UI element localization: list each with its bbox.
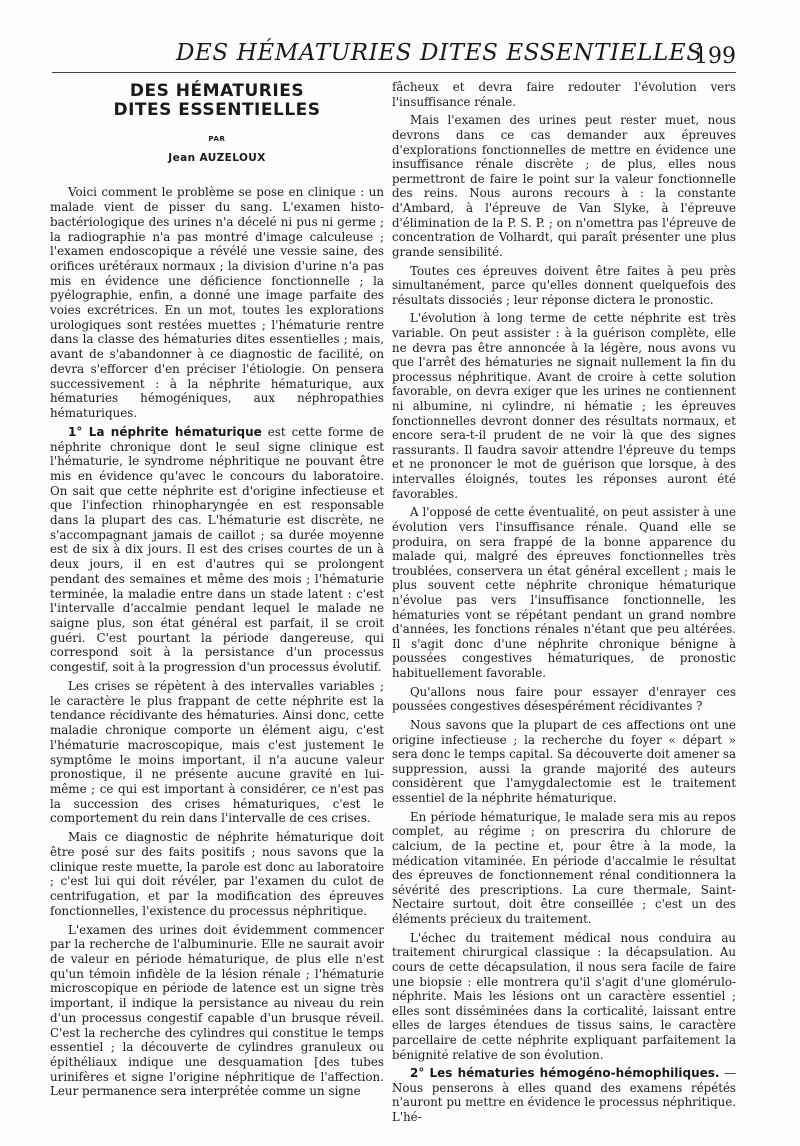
paragraph: Mais ce diagnostic de néphrite hématurique doit être posé sur des faits positifs ; nous savons que la clinique reste muette, la parole est donc au laboratoire ; c'est lui qui doit révéler, par l'examen du culot de centrifugation, et par la modification des épreuves fonctionnelles, l'existence du processus néphritique. [50,830,384,918]
paragraph: En période hématurique, le malade sera mis au repos complet, au régime ; on prescrira du chlorure de calcium, de la pectine et, pour être à la mode, la médication vitaminée. En période d'accalmie le résultat des épreuves de fonctionnement rénal conditionnera la sévérité des prescriptions. La cure thermale, Saint-Nectaire surtout, doit être conseillée ; c'est un des éléments précieux du traitement. [392,809,736,926]
paragraph-hematuries-hemogeniques [392,1066,736,1124]
author-name: Jean AUZELOUX [168,151,266,164]
paragraph: Qu'allons nous faire pour essayer d'enrayer ces poussées congestives désespérément récidivantes ? [392,684,736,714]
paragraph: L'échec du traitement médical nous conduira au traitement chirurgical classique : la décapsulation. Au cours de cette décapsulation, il nous sera facile de faire une biopsie : elle montrera qu'il s'agit d'une glomérulo-néphrite. Mais les lésions ont un caractère essentiel ; elles sont disséminées dans la corticalité, laissant entre elles de larges étendues de tissus sains, le caractère parcellaire de cette néphrite expliquant parfaitement la bénignité relative de son évolution. [392,930,736,1062]
article-title-line-1: DES HÉMATURIES [129,81,305,101]
paragraph-text: — Nous penserons à elles quand des examens répétés n'auront pu mettre en évidence le processus néphritique. L'hé- [392,1066,736,1125]
section-heading: 1° La néphrite hématurique [68,424,262,439]
paragraph-nephrite-hematurique [50,425,384,675]
article-title-line-2: DITES ESSENTIELLES [113,100,321,120]
paragraph-continued: fâcheux et devra faire redouter l'évolution vers l'insuffisance rénale. [392,80,736,109]
byline-par: PAR [208,135,226,143]
section-heading: 2° Les hématuries hémogéno-hémophiliques. [410,1066,720,1081]
right-column [392,80,736,1129]
paragraph: Mais l'examen des urines peut rester muet, nous devrons dans ce cas demander aux épreuves d'explorations fonctionnelles de mettre en évidence une insuffisance rénale discrète ; de plus, elles nous permettront de faire le point sur la valeur fonctionnelle des reins. Nous aurons recours à : la constante d'Ambard, à l'épreuve de Van Slyke, à l'épreuve d'élimination de la P. S. P. ; on n'omettra pas l'épreuve de concentration de Volhardt, qui paraît présenter une plus grande sensibilité. [392,113,736,259]
left-column [50,80,384,1103]
page-number: 199 [694,44,736,69]
paragraph: L'évolution à long terme de cette néphrite est très variable. On peut assister : à la guérison complète, elle ne devra pas être annoncée à la légère, nous avons vu que l'arrêt des hématuries ne signait nullement la fin du processus néphritique. Avant de croire à cette solution favorable, on devra exiger que les urines ne contiennent ni albumine, ni cylindre, ni hématie ; les épreuves fonctionnelles devront donner des résultats normaux, et encore sera-t-il prudent de ne voir là que des signes rassurants. Il faudra savoir attendre l'épreuve du temps et ne prononcer le mot de guérison que lorsque, à des intervalles éloignés, toutes les réponses auront été favorables. [392,311,736,501]
running-header [52,38,736,73]
paragraph: Les crises se répètent à des intervalles variables ; le caractère le plus frappant de cette néphrite est la tendance récidivante des hématuries. Ainsi donc, cette maladie chronique comporte un élément aigu, c'est l'hématurie macroscopique, mais c'est justement le symptôme le moins important, il n'a aucune valeur pronostique, il ne présente aucune gravité en lui-même ; ce qui est important à considérer, ce n'est pas la succession des crises hématuriques, c'est le comportement du rein dans l'intervalle de ces crises. [50,678,384,826]
paragraph: Toutes ces épreuves doivent être faites à peu près simultanément, parce qu'elles donnent quelquefois des résultats dissociés ; leur réponse dictera le pronostic. [392,263,736,307]
paragraph: Voici comment le problème se pose en clinique : un malade vient de pisser du sang. L'examen histo-bactériologique des urines n'a décelé ni pus ni germe ; la radiographie n'a pas montré d'image calculeuse ; l'examen endoscopique a révélé une vessie saine, des orifices urétéraux normaux ; la division d'urine n'a pas mis en évidence une déficience fonctionnelle ; la pyélographie, enfin, a donné une image parfaite des voies excrétrices. En un mot, toutes les explorations urologiques sont restées muettes ; l'hématurie rentre dans la classe des hématuries dites essentielles ; mais, avant de s'abandonner à ce diagnostic de facilité, on devra s'efforcer d'en préciser l'étiologie. On pensera successivement : à la néphrite hématurique, aux hématuries hémogéniques, aux néphropathies hématuriques. [50,185,384,420]
paragraph-text: est cette forme de néphrite chronique dont le seul signe clinique est l'hématurie, le syndrome néphritique ne pouvant être mis en évidence qu'avec le concours du laboratoire. On sait que cette néphrite est d'origine infectieuse et que l'infection rhinopharyngée en est responsable dans la plupart des cas. L'hématurie est discrète, ne s'accompagnant jamais de caillot ; sa durée moyenne est de six à dix jours. Il est des crises courtes de un à deux jours, il en est d'autres qui se prolongent pendant des semaines et même des mois ; l'hématurie terminée, la maladie entre dans un stade latent : c'est l'intervalle d'accalmie pendant lequel le malade ne saigne plus, son état général est parfait, il se croit guéri. C'est pourtant la période dangereuse, qui correspond soit à la persistance d'un processus congestif, soit à la progression d'un processus évolutif. [50,424,384,675]
paragraph: Nous savons que la plupart de ces affections ont une origine infectieuse ; la recherche du foyer « départ » sera donc le temps capital. Sa découverte doit amener sa suppression, aussi la grande majorité des auteurs considèrent que l'amygdalectomie est le traitement essentiel de la néphrite hématurique. [392,718,736,806]
paragraph: A l'opposé de cette éventualité, on peut assister à une évolution vers l'insuffisance rénale. Quand elle se produira, on sera frappé de la bonne apparence du malade qui, malgré des épreuves fonctionnelles très troublées, conservera un état général excellent ; mais le plus souvent cette néphrite chronique hématurique n'évolue pas vers l'insuffisance fonctionnelle, les hématuries vont se répétant pendant un grand nombre d'années, les fonctions rénales n'étant que peu altérées. Il s'agit donc d'une néphrite chronique bénigne à poussées congestives hématuriques, de pronostic habituellement favorable. [392,505,736,680]
running-title: DES HÉMATURIES DITES ESSENTIELLES [176,40,703,66]
article-title [50,82,384,120]
paragraph: L'examen des urines doit évidemment commencer par la recherche de l'albuminurie. Elle ne saurait avoir de valeur en période hématurique, de plus elle n'est qu'un témoin infidèle de la lésion rénale ; l'hématurie microscopique en période de latence est un signe très important, il indique la persistance au niveau du rein d'un processus congestif capable d'un brusque réveil. C'est la recherche des cylindres qui constitue le temps essentiel ; la découverte de cylindres granuleux ou épithéliaux indique une desquamation [des tubes urinifères et signe l'origine néphritique de l'affection. Leur permanence sera interprétée comme un signe [50,922,384,1099]
